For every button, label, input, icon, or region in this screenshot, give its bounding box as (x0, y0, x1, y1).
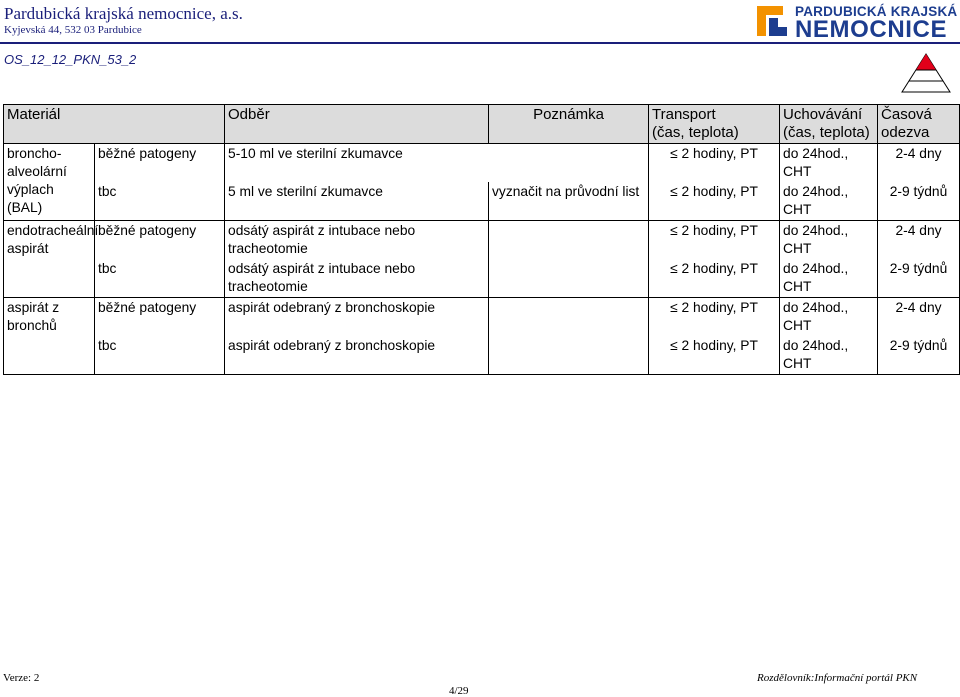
col-header-odezva-line1: Časová (881, 106, 932, 123)
hospital-logo (755, 4, 960, 43)
specimen-table (3, 104, 960, 375)
col-header-uchovavani-line1: Uchovávání (783, 106, 863, 123)
col-header-transport-line1: Transport (652, 106, 716, 123)
material-cell: endotracheální aspirát (4, 221, 95, 298)
footer-page-number: 4/29 (449, 685, 469, 697)
transport-cell: ≤ 2 hodiny, PT (649, 221, 780, 260)
col-header-uchovavani (780, 105, 878, 144)
table-row (4, 259, 960, 298)
odber-cell: odsátý aspirát z intubace nebo tracheotomie (225, 221, 489, 260)
transport-cell: ≤ 2 hodiny, PT (649, 182, 780, 221)
pathogen-type-cell: běžné patogeny (95, 221, 225, 260)
col-header-poznamka: Poznámka (489, 105, 649, 144)
odber-cell: 5 ml ve sterilní zkumavce (225, 182, 489, 221)
poznamka-cell (489, 259, 649, 298)
pathogen-type-cell: běžné patogeny (95, 144, 225, 183)
footer-version: Verze: 2 (3, 672, 40, 684)
transport-cell: ≤ 2 hodiny, PT (649, 336, 780, 375)
uchovavani-cell: do 24hod., CHT (780, 182, 878, 221)
odezva-cell: 2-9 týdnů (878, 259, 960, 298)
uchovavani-cell: do 24hod., CHT (780, 144, 878, 183)
material-cell: aspirát z bronchů (4, 298, 95, 375)
odber-cell: aspirát odebraný z bronchoskopie (225, 336, 489, 375)
odezva-cell: 2-9 týdnů (878, 336, 960, 375)
transport-cell: ≤ 2 hodiny, PT (649, 259, 780, 298)
material-cell: broncho-alveolární výplach (BAL) (4, 144, 95, 221)
poznamka-cell (489, 298, 649, 337)
transport-cell: ≤ 2 hodiny, PT (649, 298, 780, 337)
table-header-row (4, 105, 960, 144)
poznamka-cell (489, 336, 649, 375)
footer-distribution: Rozdělovník:Informační portál PKN (757, 672, 918, 684)
table-row (4, 144, 960, 183)
odber-cell: aspirát odebraný z bronchoskopie (225, 298, 489, 337)
col-header-odber: Odběr (225, 105, 489, 144)
poznamka-cell: vyznačit na průvodní list (489, 182, 649, 221)
odezva-cell: 2-4 dny (878, 144, 960, 183)
document-level-triangle-icon (900, 52, 952, 94)
table-row (4, 182, 960, 221)
transport-cell: ≤ 2 hodiny, PT (649, 144, 780, 183)
uchovavani-cell: do 24hod., CHT (780, 221, 878, 260)
hospital-name: Pardubická krajská nemocnice, a.s. (4, 4, 243, 23)
odezva-cell: 2-4 dny (878, 221, 960, 260)
document-code: OS_12_12_PKN_53_2 (4, 52, 137, 67)
odezva-cell: 2-9 týdnů (878, 182, 960, 221)
uchovavani-cell: do 24hod., CHT (780, 336, 878, 375)
logo-mark-icon (755, 4, 789, 38)
table-row (4, 298, 960, 337)
table-row (4, 221, 960, 260)
odber-cell: 5-10 ml ve sterilní zkumavce (225, 144, 649, 183)
odber-cell: odsátý aspirát z intubace nebo tracheotomie (225, 259, 489, 298)
col-header-uchovavani-line2: (čas, teplota) (783, 124, 870, 141)
table-row (4, 336, 960, 375)
uchovavani-cell: do 24hod., CHT (780, 298, 878, 337)
pathogen-type-cell: tbc (95, 182, 225, 221)
logo-text-line2: NEMOCNICE (795, 16, 948, 43)
pathogen-type-cell: běžné patogeny (95, 298, 225, 337)
col-header-odezva (878, 105, 960, 144)
odezva-cell: 2-4 dny (878, 298, 960, 337)
col-header-material: Materiál (4, 105, 225, 144)
col-header-transport (649, 105, 780, 144)
col-header-transport-line2: (čas, teplota) (652, 124, 739, 141)
pathogen-type-cell: tbc (95, 336, 225, 375)
hospital-address: Kyjevská 44, 532 03 Pardubice (4, 24, 142, 36)
uchovavani-cell: do 24hod., CHT (780, 259, 878, 298)
header-divider (0, 42, 960, 44)
pathogen-type-cell: tbc (95, 259, 225, 298)
logo-text-line1: PARDUBICKÁ KRAJSKÁ (795, 4, 958, 19)
col-header-odezva-line2: odezva (881, 124, 930, 141)
poznamka-cell (489, 221, 649, 260)
